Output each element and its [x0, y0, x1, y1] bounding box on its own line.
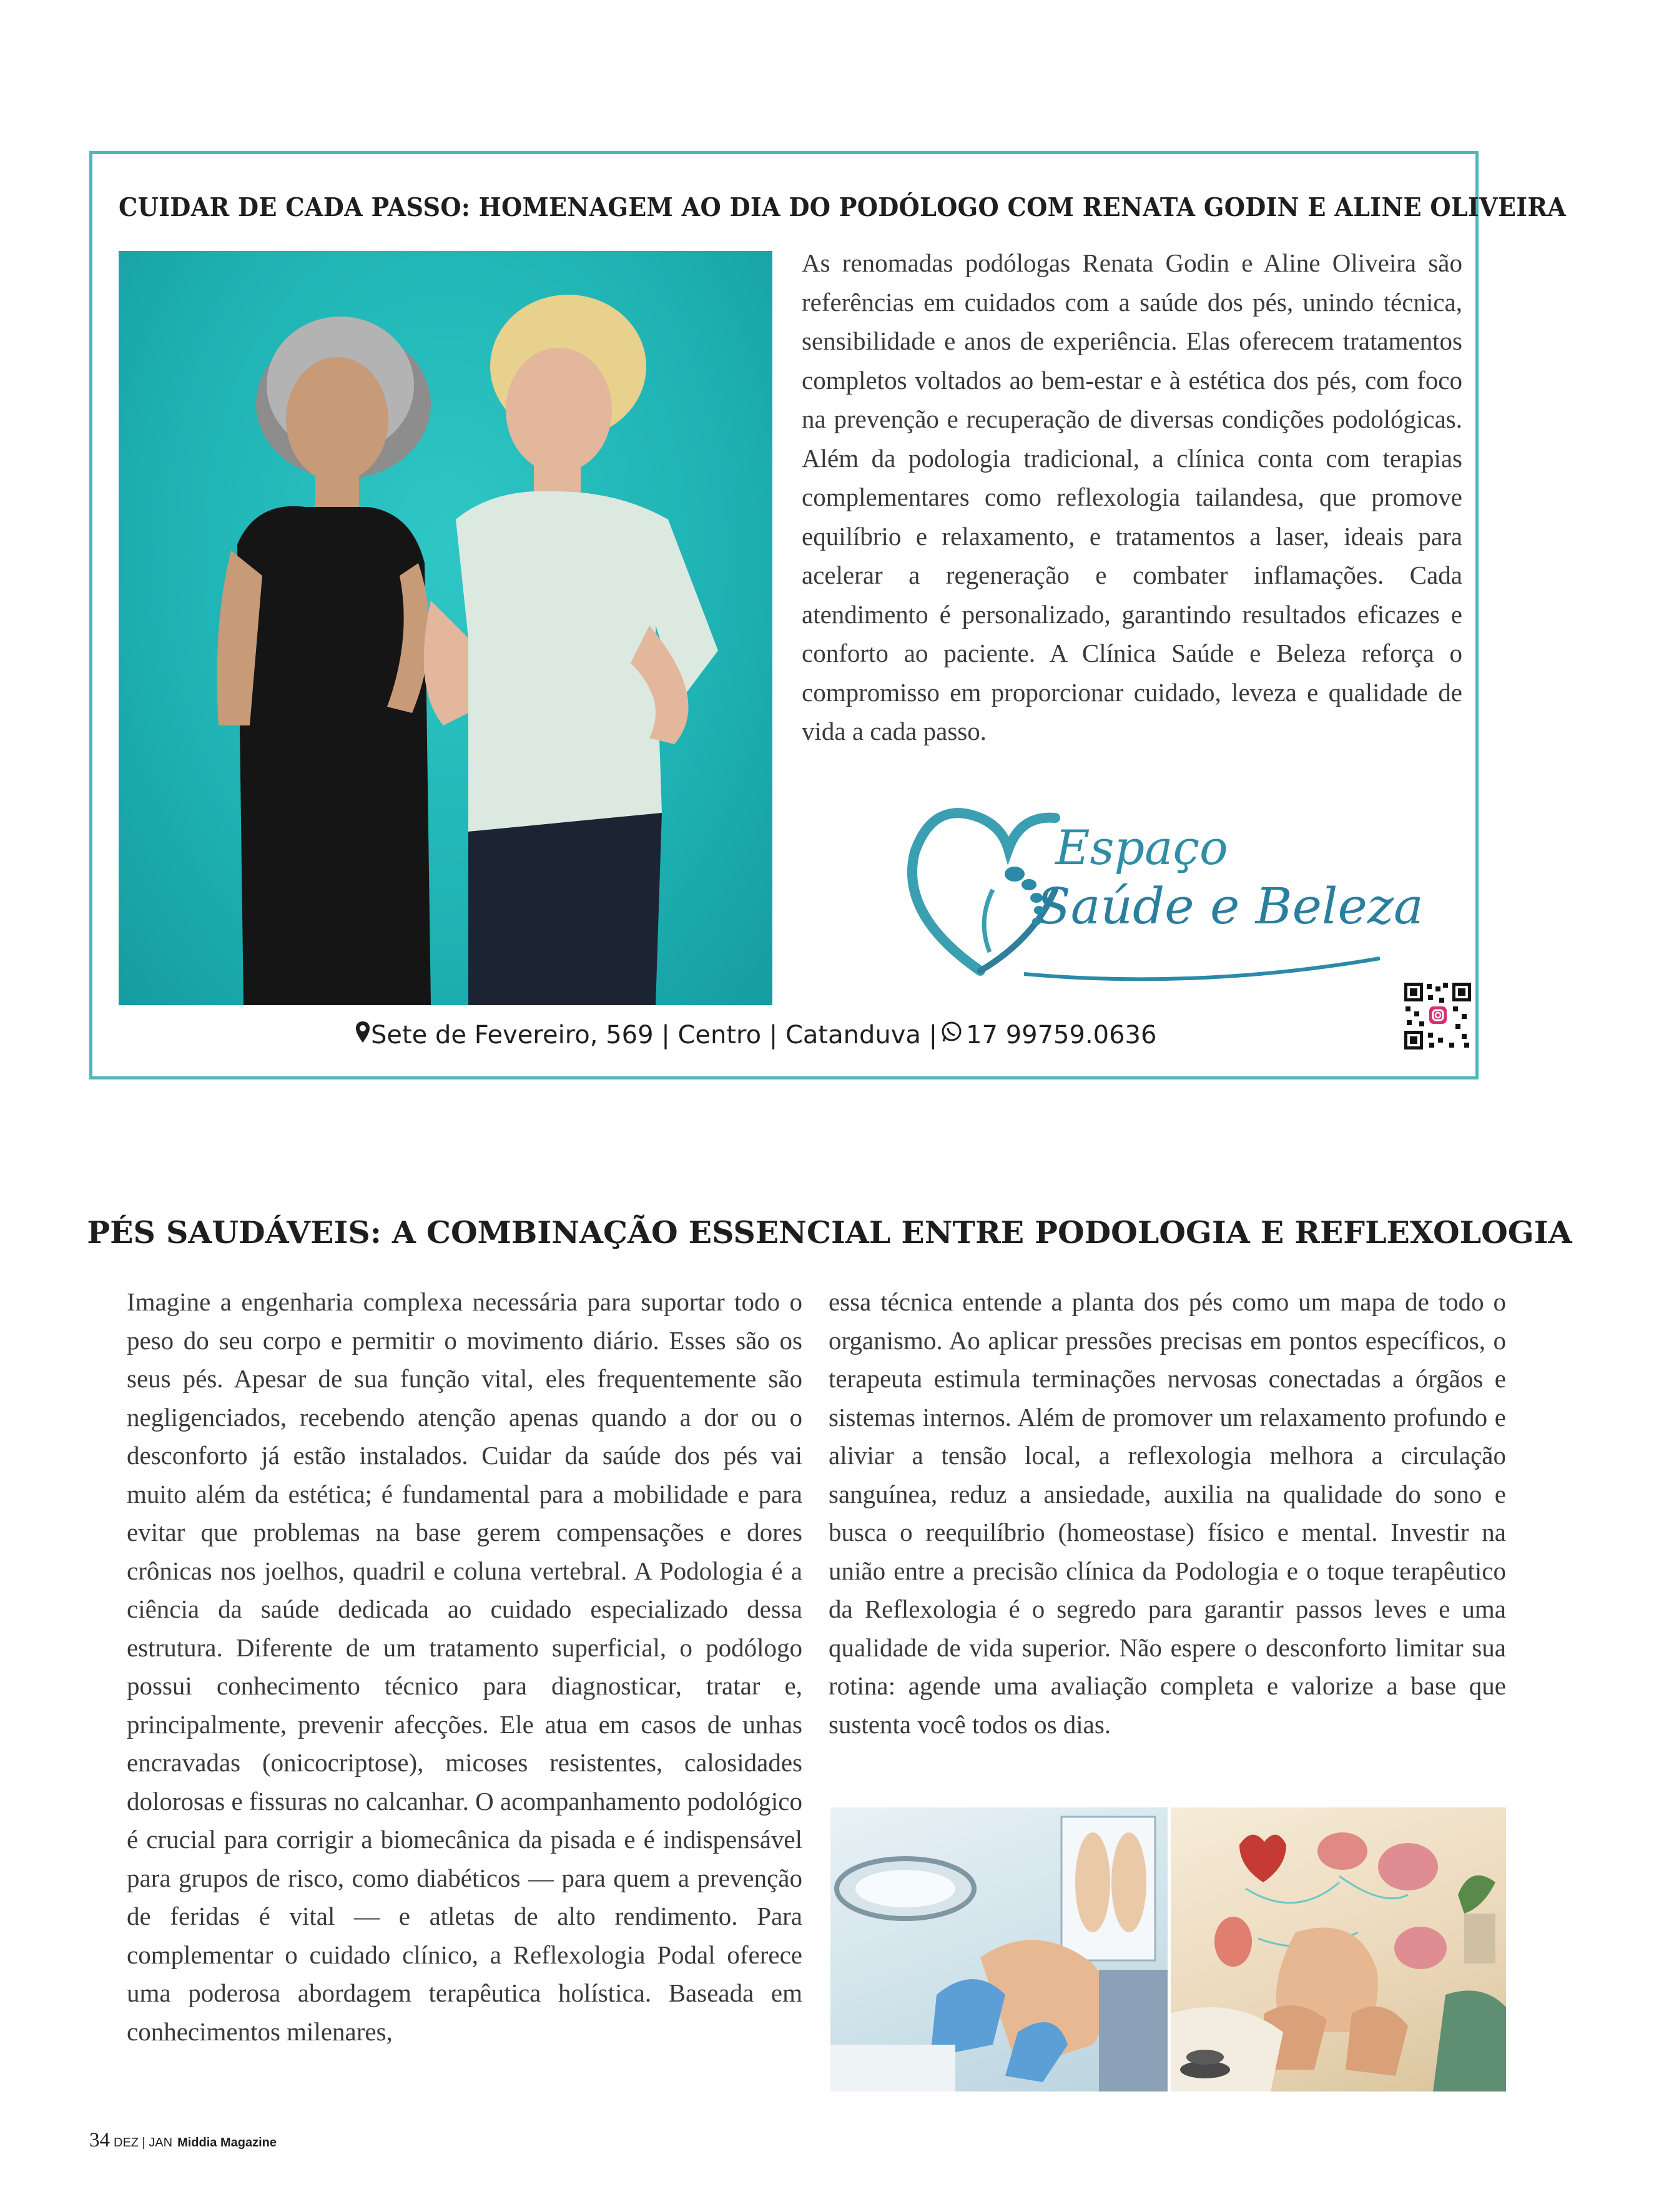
edition-label: DEZ | JAN — [114, 2136, 173, 2150]
phone-number[interactable]: 17 99759.0636 — [966, 1021, 1157, 1049]
reflexology-illustration — [1171, 1807, 1506, 2092]
article-column-right: essa técnica entende a planta dos pés como um mapa de todo o organismo. Ao aplicar pressões precisas em pontos específicos, o terapeuta estimula terminações nervosas conectadas a órgãos e sistemas internos. Além de promover um relaxamento profundo e aliviar a tensão local, a reflexologia melhora a circulação sanguínea, reduz a ansiedade, auxilia na qualidade do sono e busca o reequilíbrio (homeostase) físico e mental. Investir na união entre a precisão clínica da Podologia e o toque terapêutico da Reflexologia é o segredo para garantir passos leves e uma qualidade de vida superior. Não espere o desconforto limitar sua rotina: agende uma avaliação completa e valorize a base que sustenta você todos os dias. — [829, 1287, 1506, 1739]
logo-text-saude-beleza: Saúde e Beleza — [1036, 877, 1424, 935]
page-footer — [89, 2129, 277, 2152]
location-pin-icon — [355, 1020, 371, 1050]
two-women-portrait — [119, 251, 772, 1005]
qr-code-icon[interactable] — [1402, 980, 1474, 1052]
advertisement-title: CUIDAR DE CADA PASSO: HOMENAGEM AO DIA DO PODÓLOGO COM RENATA GODIN E ALINE OLIVEIRA — [119, 192, 1567, 222]
article-title: PÉS SAUDÁVEIS: A COMBINAÇÃO ESSENCIAL ENTRE PODOLOGIA E REFLEXOLOGIA — [87, 1214, 1572, 1251]
espaco-saude-beleza-logo — [887, 784, 1424, 990]
podiatry-illustration — [830, 1807, 1168, 2092]
page-number: 34 — [89, 2129, 110, 2151]
address-text: Sete de Fevereiro, 569 | Centro | Catanduva | — [371, 1021, 938, 1049]
logo-text-espaco: Espaço — [1055, 820, 1228, 875]
advertisement-body: As renomadas podólogas Renata Godin e Aline Oliveira são referências em cuidados com a saúde dos pés, unindo técnica, sensibilidade e anos de experiência. Elas oferecem tratamentos completos voltados ao bem-estar e à estética dos pés, com foco na prevenção e recuperação de diversas condições podológicas. Além da podologia tradicional, a clínica conta com terapias complementares como reflexologia tailandesa, que promove equilíbrio e relaxamento, e tratamentos a laser, ideais para acelerar a regeneração e combater inflamações. Cada atendimento é personalizado, garantindo resultados eficazes e conforto ao paciente. A Clínica Saúde e Beleza reforça o compromisso em proporcionar cuidado, leveza e qualidade de vida a cada passo. — [802, 248, 1462, 745]
podiatrists-photo — [119, 251, 772, 1005]
magazine-name: Middia Magazine — [177, 2136, 277, 2150]
whatsapp-icon — [940, 1020, 963, 1050]
address-contact-row — [355, 1018, 1156, 1053]
article-column-left: Imagine a engenharia complexa necessária para suportar todo o peso do seu corpo e permitir o movimento diário. Esses são os seus pés. Apesar de sua função vital, eles frequentemente são negligenciados, recebendo atenção apenas quando a dor ou o desconforto já estão instalados. Cuidar da saúde dos pés vai muito além da estética; é fundamental para a mobilidade e para evitar que problemas na base gerem compensações e dores crônicas nos joelhos, quadril e coluna vertebral. A Podologia é a ciência da saúde dedicada ao cuidado especializado dessa estrutura. Diferente de um tratamento superficial, o podólogo possui conhecimento técnico para diagnosticar, tratar e, principalmente, prevenir afecções. Ele atua em casos de unhas encravadas (onicocriptose), micoses resistentes, calosidades dolorosas e fissuras no calcanhar. O acompanhamento podológico é crucial para corrigir a biomecânica da pisada e é indispensável para grupos de risco, como diabéticos — para quem a prevenção de feridas é vital — e atletas de alto rendimento. Para complementar o cuidado clínico, a Reflexologia Podal oferece uma poderosa abordagem terapêutica holística. Baseada em conhecimentos milenares, — [127, 1287, 802, 2046]
